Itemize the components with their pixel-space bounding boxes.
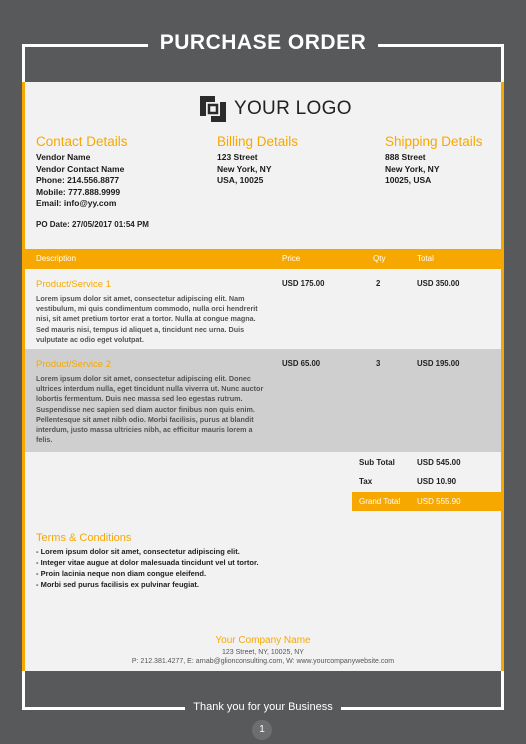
contact-line: Email: info@yy.com xyxy=(36,198,117,208)
contact-details xyxy=(36,134,128,210)
company-info xyxy=(25,635,501,665)
product-total: USD 350.00 xyxy=(417,279,460,288)
billing-heading: Billing Details xyxy=(217,134,299,149)
product-name: Product/Service 1 xyxy=(36,279,111,290)
product-price: USD 65.00 xyxy=(282,359,321,368)
column-header-total: Total xyxy=(417,254,434,263)
logo-mark-icon xyxy=(198,94,228,124)
company-contact: P: 212.381.4277, E: arnab@glionconsulting.com, W: www.yourcompanywebsite.com xyxy=(131,658,395,665)
billing-line: New York, NY xyxy=(217,163,272,174)
terms-heading: Terms & Conditions xyxy=(36,532,132,544)
grand-total-bar xyxy=(352,492,501,511)
terms-section xyxy=(36,532,259,590)
company-logo xyxy=(198,92,352,126)
company-address: 123 Street, NY, 10025, NY xyxy=(222,649,304,656)
shipping-heading: Shipping Details xyxy=(385,134,483,149)
tax-value: USD 10.90 xyxy=(417,477,457,486)
contact-line: Vendor Name xyxy=(36,152,91,162)
product-qty: 3 xyxy=(376,359,381,368)
terms-item: - Integer vitae augue at dolor malesuada tincidunt vel ut tortor. xyxy=(36,558,259,567)
table-row xyxy=(25,349,501,452)
subtotal-value: USD 545.00 xyxy=(417,458,461,467)
product-description: Lorem ipsum dolor sit amet, consectetur adipiscing elit. Donec ultrices interdum nulla, eget tincidunt nulla viverra ut. Nunc auctor lobortis fermentum. Duis nec massa sed leo egestas rutrum. Suspendisse nec sapien sed diam auctor finibus non quis enim. Pellentesque sit amet nibh odio. Morbi facilisis, purus at blandit interdum, justo massa ultricies nibh, ac efficitur mauris lorem a felis. xyxy=(36,374,264,445)
column-header-price: Price xyxy=(282,254,301,263)
product-name: Product/Service 2 xyxy=(36,359,111,370)
billing-line: 123 Street xyxy=(217,152,258,162)
contact-line: Phone: 214.556.8877 xyxy=(36,175,120,185)
billing-line: USA, 10025 xyxy=(217,175,264,185)
billing-details xyxy=(217,134,298,187)
table-row xyxy=(25,269,501,349)
shipping-line: 10025, USA xyxy=(385,175,432,185)
terms-item: - Morbi sed purus facilisis ex pulvinar feugiat. xyxy=(36,580,199,589)
document-paper xyxy=(22,82,504,671)
tax-label: Tax xyxy=(359,477,373,486)
column-header-description: Description xyxy=(36,254,77,263)
contact-line: Mobile: 777.888.9999 xyxy=(36,186,121,197)
shipping-line: New York, NY xyxy=(385,163,440,174)
product-price: USD 175.00 xyxy=(282,279,325,288)
thanks-text: Thank you for your Business xyxy=(193,701,333,713)
contact-heading: Contact Details xyxy=(36,134,128,149)
column-header-qty: Qty xyxy=(373,254,386,263)
subtotal-label: Sub Total xyxy=(359,458,395,467)
po-date: PO Date: 27/05/2017 01:54 PM xyxy=(36,220,149,229)
grand-total-label: Grand Total xyxy=(359,497,401,506)
grand-total-value: USD 555.90 xyxy=(417,497,461,506)
shipping-details xyxy=(385,134,483,187)
shipping-line: 888 Street xyxy=(385,152,426,162)
product-description: Lorem ipsum dolor sit amet, consectetur adipiscing elit. Nam vestibulum, mi quis condimentum commodo, nulla orci hendrerit nisi, sit amet pretium tortor erat a tortor. Nulla at congue magna. Sed mauris nisi, tempus id aliquet a, tincidunt nec urna. Duis vulputate ac odio eget volutpat. xyxy=(36,294,258,344)
table-header xyxy=(25,249,501,269)
product-qty: 2 xyxy=(376,279,381,288)
product-total: USD 195.00 xyxy=(417,359,460,368)
page-number: 1 xyxy=(252,720,272,740)
contact-line: Vendor Contact Name xyxy=(36,163,125,174)
logo-text: YOUR LOGO xyxy=(234,98,352,119)
terms-item: - Proin lacinia neque non diam congue eleifend. xyxy=(36,569,207,578)
page-title: PURCHASE ORDER xyxy=(159,31,367,54)
company-name: Your Company Name xyxy=(215,635,311,646)
terms-item: - Lorem ipsum dolor sit amet, consectetur adipiscing elit. xyxy=(36,547,240,556)
